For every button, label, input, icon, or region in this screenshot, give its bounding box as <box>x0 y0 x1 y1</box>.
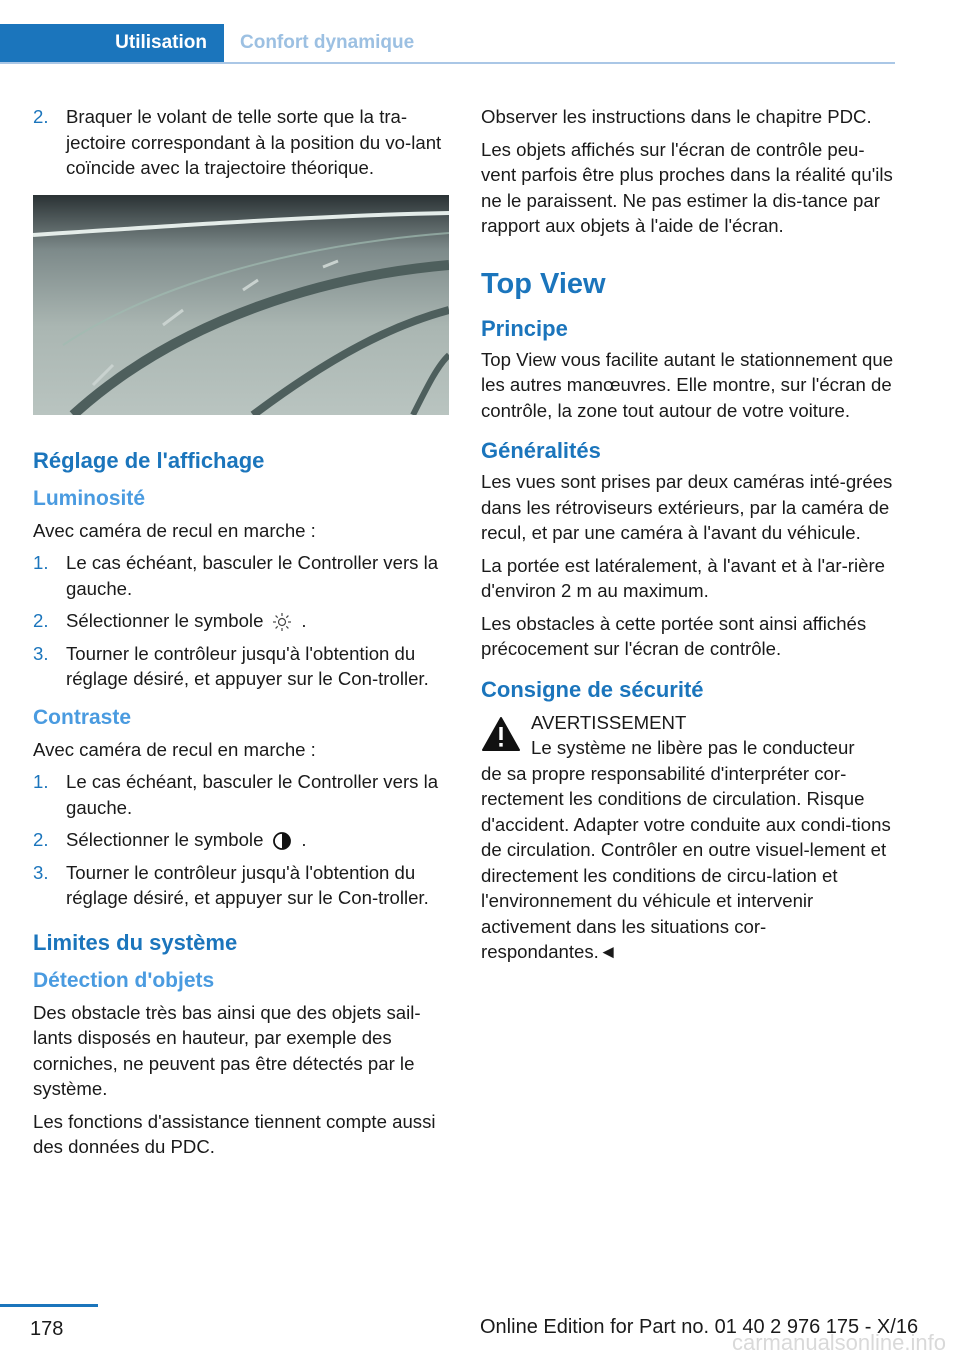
step-list-contraste <box>33 769 451 911</box>
step-number: 2. <box>33 106 49 127</box>
step-number: 1. <box>33 552 49 573</box>
list-item <box>33 860 451 911</box>
brightness-sun-icon <box>271 611 293 633</box>
heading-consigne-securite: Consigne de sécurité <box>481 676 704 702</box>
list-item <box>33 104 451 181</box>
list-item <box>33 769 451 820</box>
contraste-intro: Avec caméra de recul en marche : <box>33 738 316 760</box>
camera-view-image <box>33 195 449 415</box>
step-text: Tourner le contrôleur jusqu'à l'obtention du réglage désiré, et appuyer sur le Con-troller. <box>66 642 429 689</box>
list-item <box>33 827 451 853</box>
step-text-end: . <box>301 829 307 850</box>
heading-limites-systeme: Limites du système <box>33 929 238 955</box>
left-column <box>33 104 451 1167</box>
step-text-end: . <box>301 610 307 631</box>
list-item <box>33 550 451 601</box>
step-number: 3. <box>33 642 49 664</box>
step-number: 2. <box>33 829 49 850</box>
contrast-circle-icon <box>271 830 293 852</box>
edition-footer: Online Edition for Part no. 01 40 2 976 175 - X/16 <box>480 1316 919 1338</box>
detection-paragraph-1: Des obstacle très bas ainsi que des objets sail-lants disposés en hauteur, par exemple des corniches, ne peuvent pas être détectés par le système. <box>33 1001 421 1099</box>
warning-block <box>481 710 897 965</box>
heading-principe: Principe <box>481 315 568 341</box>
step-text: Braquer le volant de telle sorte que la tra-jectoire correspondant à la position du vo-lant coïncide avec la trajectoire théorique. <box>66 106 442 178</box>
principe-paragraph: Top View vous facilite autant le stationnement que les autres manœuvres. Elle montre, sur l'écran de contrôle, la zone tout autour de votre voiture. <box>481 348 894 421</box>
detection-paragraph-2: Les fonctions d'assistance tiennent compte aussi des données du PDC. <box>33 1110 436 1157</box>
heading-top-view: Top View <box>481 267 606 300</box>
generalites-paragraph-1: Les vues sont prises par deux caméras inté-grées dans les rétroviseurs extérieurs, par la caméra de recul, et par une caméra à l'avant du véhicule. <box>481 471 893 543</box>
right-column <box>481 104 897 965</box>
page-number-rule <box>0 1304 98 1307</box>
tab-utilisation[interactable]: Utilisation <box>0 24 224 62</box>
list-item <box>33 641 451 692</box>
step-number: 3. <box>33 861 49 883</box>
step-text: Tourner le contrôleur jusqu'à l'obtention du réglage désiré, et appuyer sur le Con-troller. <box>66 861 429 908</box>
objets-paragraph: Les objets affichés sur l'écran de contrôle peu-vent parfois être plus proches dans la réalité qu'ils ne le paraissent. Ne pas estimer la dis-tance par rapport aux objets à l'aide de l'écran. <box>481 138 893 236</box>
pdc-paragraph: Observer les instructions dans le chapitre PDC. <box>481 106 872 127</box>
warning-title: AVERTISSEMENT <box>531 711 687 733</box>
step-list-luminosite <box>33 550 451 692</box>
luminosite-intro: Avec caméra de recul en marche : <box>33 519 316 541</box>
generalites-paragraph-2: La portée est latéralement, à l'avant et à l'ar-rière d'environ 2 m au maximum. <box>481 554 885 601</box>
camera-view-graphic <box>33 195 449 415</box>
step-text: Le cas échéant, basculer le Controller vers la gauche. <box>66 771 439 818</box>
step-number: 2. <box>33 610 49 631</box>
heading-luminosite: Luminosité <box>33 486 146 510</box>
step-number: 1. <box>33 771 49 792</box>
warning-first-line: Le système ne libère pas le conducteur <box>531 737 855 758</box>
tab-confort-dynamique[interactable]: Confort dynamique <box>240 32 415 53</box>
list-item <box>33 608 451 634</box>
warning-triangle-icon <box>481 716 521 752</box>
heading-detection-objets: Détection d'objets <box>33 968 215 992</box>
step-text: Le cas échéant, basculer le Controller vers la gauche. <box>66 552 439 599</box>
watermark: carmanualsonline.info <box>731 1330 946 1355</box>
header-tabs <box>0 24 895 64</box>
heading-reglage-affichage: Réglage de l'affichage <box>33 447 265 473</box>
step-text: Sélectionner le symbole <box>66 829 264 850</box>
step-text: Sélectionner le symbole <box>66 610 264 631</box>
heading-contraste: Contraste <box>33 705 132 729</box>
page-number: 178 <box>30 1318 64 1340</box>
generalites-paragraph-3: Les obstacles à cette portée sont ainsi affichés précocement sur l'écran de contrôle. <box>481 612 867 659</box>
warning-text: de sa propre responsabilité d'interpréter cor-rectement les conditions de circulation. Risque d'accident. Adapter votre conduite aux condi-tions de circulation. Contrôler en outre visuel-lement et directement les conditions de circu-lation et l'environnement du véhicule et intervenir activement dans les situations cor-respondantes.◄ <box>481 762 891 962</box>
heading-generalites: Généralités <box>481 438 601 463</box>
step-list-trajectoire <box>33 104 451 181</box>
